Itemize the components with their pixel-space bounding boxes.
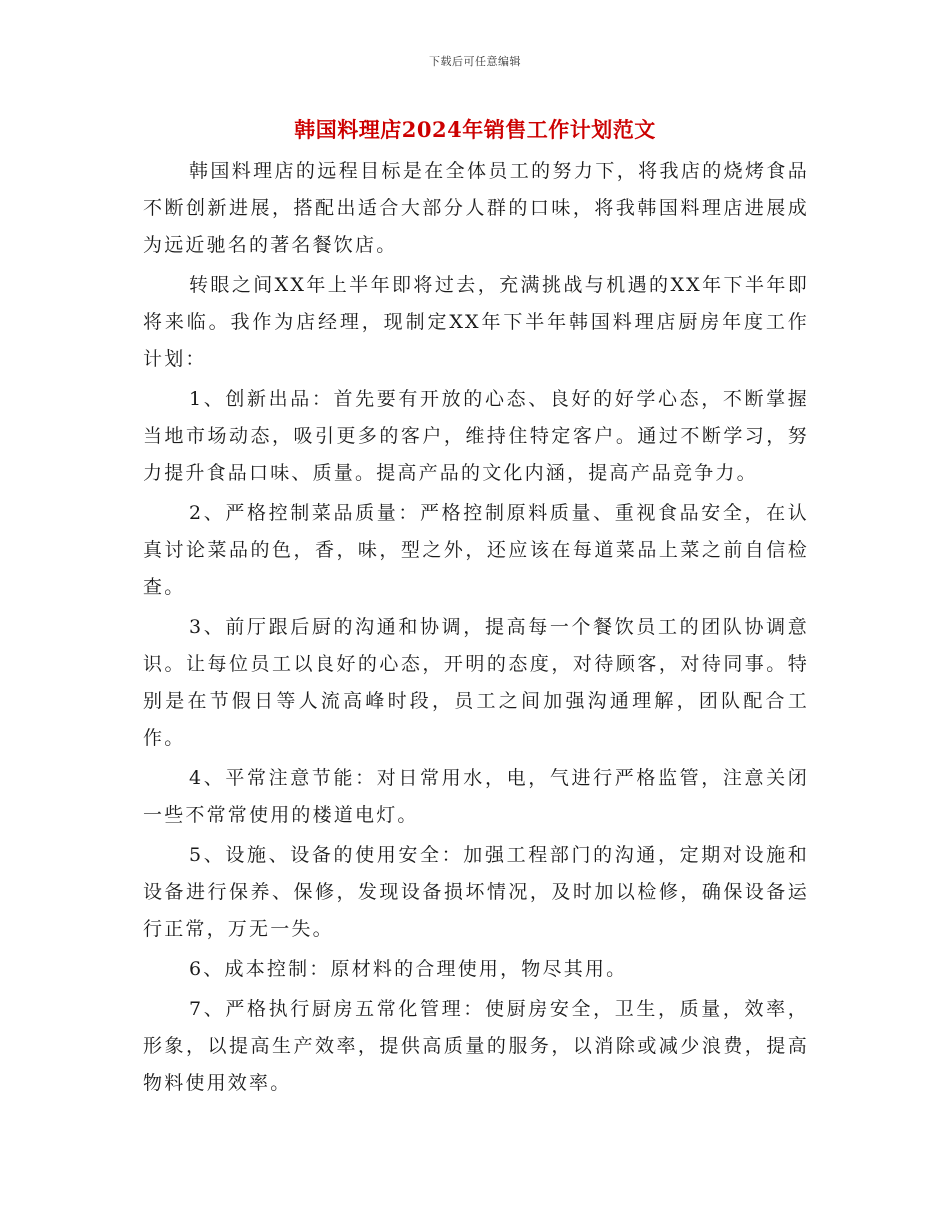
paragraph-item-4: 4、平常注意节能：对日常用水，电，气进行严格监管，注意关闭一些不常常使用的楼道电灯。 <box>143 767 809 826</box>
paragraph-intro: 韩国料理店的远程目标是在全体员工的努力下，将我店的烧烤食品不断创新进展，搭配出适合大部分人群的口味，将我韩国料理店进展成为远近驰名的著名餐饮店。 <box>143 160 809 256</box>
paragraph-item-6: 6、成本控制：原材料的合理使用，物尽其用。 <box>189 958 628 980</box>
paragraph-item-2: 2、严格控制菜品质量：严格控制原料质量、重视食品安全，在认真讨论菜品的色，香，味，型之外，还应该在每道菜品上菜之前自信检查。 <box>143 502 809 598</box>
paragraph-preface: 转眼之间XX年上半年即将过去，充满挑战与机遇的XX年下半年即将来临。我作为店经理，现制定XX年下半年韩国料理店厨房年度工作计划： <box>143 274 809 370</box>
document-title: 韩国料理店2024年销售工作计划范文 <box>294 117 656 142</box>
header-note: 下载后可任意编辑 <box>429 55 521 68</box>
paragraph-item-3: 3、前厅跟后厨的沟通和协调，提高每一个餐饮员工的团队协调意识。让每位员工以良好的心态，开明的态度，对待顾客，对待同事。特别是在节假日等人流高峰时段，员工之间加强沟通理解，团队配合工作。 <box>143 616 809 749</box>
paragraph-item-5: 5、设施、设备的使用安全：加强工程部门的沟通，定期对设施和设备进行保养、保修，发现设备损坏情况，及时加以检修，确保设备运行正常，万无一失。 <box>143 844 809 940</box>
paragraph-item-1: 1、创新出品：首先要有开放的心态、良好的好学心态，不断掌握当地市场动态，吸引更多的客户，维持住特定客户。通过不断学习，努力提升食品口味、质量。提高产品的文化内涵，提高产品竞争力。 <box>143 388 809 484</box>
paragraph-item-7: 7、严格执行厨房五常化管理：使厨房安全，卫生，质量，效率，形象，以提高生产效率，提供高质量的服务，以消除或减少浪费，提高物料使用效率。 <box>143 998 809 1094</box>
document-body <box>143 153 809 1105</box>
